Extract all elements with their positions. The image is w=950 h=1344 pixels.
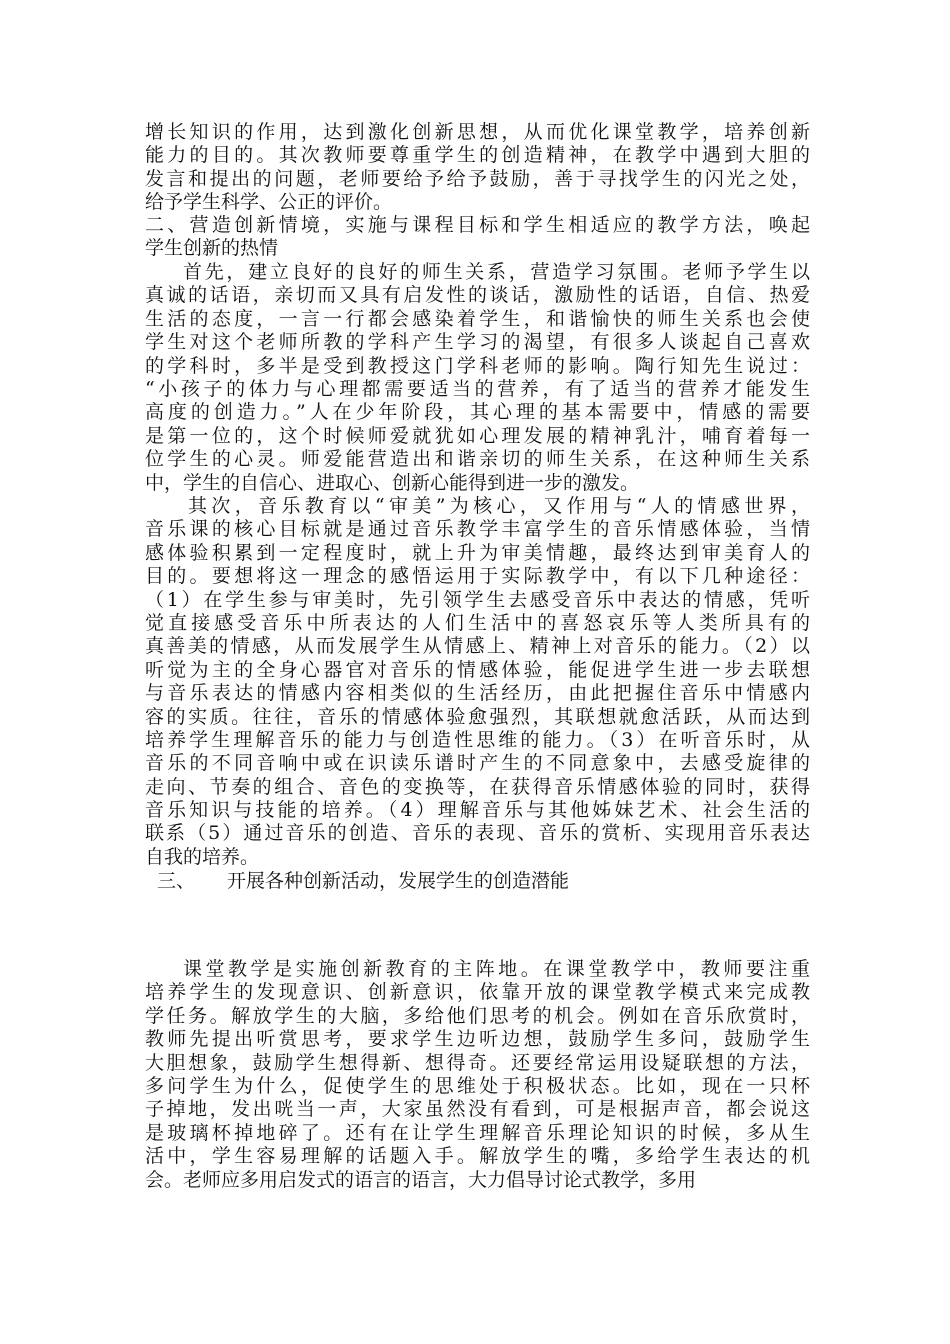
text-line: 课堂教学是实施创新教育的主阵地。在课堂教学中，教师要注重: [183, 958, 810, 980]
text-line: 的学科时，多半是受到教授这门学科老师的影响。陶行知先生说过：: [145, 354, 810, 377]
text-line: 联系（5）通过音乐的创造、音乐的表现、音乐的赏析、实现用音乐表达: [145, 822, 810, 845]
text-line: “小孩子的体力与心理都需要适当的营养，有了适当的营养才能发生: [145, 377, 810, 400]
text-line: 自我的培养。: [145, 845, 260, 868]
text-line: 大胆想象，鼓励学生想得新、想得奇。还要经常运用设疑联想的方法，: [145, 1051, 810, 1074]
text-line: 听觉为主的全身心器官对音乐的情感体验，能促进学生进一步去联想: [145, 658, 810, 681]
text-line: 首先，建立良好的良好的师生关系，营造学习氛围。老师予学生以: [183, 261, 810, 283]
text-line: 生活的态度，一言一行都会感染着学生，和谐愉快的师生关系也会使: [145, 307, 810, 330]
text-line: （1）在学生参与审美时，先引领学生去感受音乐中表达的情感，凭听: [145, 588, 810, 611]
text-line: 活中，学生容易理解的话题入手。解放学生的嘴，多给学生表达的机: [145, 1145, 810, 1168]
text-line: 会。老师应多用启发式的语言的语言，大力倡导讨论式教学，多用: [145, 1168, 697, 1191]
heading-line: 学生创新的热情: [145, 237, 279, 260]
text-line: 培养学生理解音乐的能力与创造性思维的能力。（3）在听音乐时，从: [145, 728, 810, 751]
text-line: 目的。要想将这一理念的感悟运用于实际教学中，有以下几种途径：: [145, 565, 810, 588]
text-line: 是玻璃杯掉地碎了。还有在让学生理解音乐理论知识的时候，多从生: [145, 1121, 810, 1144]
intro-paragraph: [145, 121, 810, 215]
text-line: 音乐知识与技能的培养。（4）理解音乐与其他姊妹艺术、社会生活的: [145, 799, 810, 822]
text-line: 觉直接感受音乐中所表达的人们生活中的喜怒哀乐等人类所具有的: [145, 611, 810, 634]
text-line: 学生对这个老师所教的学科产生学习的渴望，有很多人谈起自己喜欢: [145, 331, 810, 354]
paragraph-music-aesthetics: [145, 495, 810, 869]
text-line: 走向、节奏的组合、音色的变换等，在获得音乐情感体验的同时，获得: [145, 775, 810, 798]
text-line: 其次，音乐教育以“审美”为核心，又作用与“人的情感世界，: [188, 495, 810, 517]
section-heading-2: [145, 214, 810, 261]
text-line: 音乐的不同音响中或在识读乐谱时产生的不同意象中，去感受旋律的: [145, 752, 810, 775]
heading-line: [145, 870, 810, 893]
heading-number: 三、: [157, 870, 196, 892]
text-line: 真诚的话语，亲切而又具有启发性的谈话，激励性的话语，自信、热爱: [145, 284, 810, 307]
text-line: 真善美的情感，从而发展学生从情感上、精神上对音乐的能力。（2）以: [145, 635, 810, 658]
heading-title: 开展各种创新活动，发展学生的创造潜能: [227, 870, 570, 892]
text-line: 增长知识的作用，达到激化创新思想，从而优化课堂教学，培养创新: [145, 121, 810, 143]
text-line: 培养学生的发现意识、创新意识，依靠开放的课堂教学模式来完成教: [145, 981, 810, 1004]
text-line: 多问学生为什么，促使学生的思维处于积极状态。比如，现在一只杯: [145, 1074, 810, 1097]
text-line: 位学生的心灵。师爱能营造出和谐亲切的师生关系，在这种师生关系: [145, 448, 810, 471]
heading-line: 二、营造创新情境，实施与课程目标和学生相适应的教学方法，唤起: [145, 214, 810, 236]
text-line: 容的实质。往往，音乐的情感体验愈强烈，其联想就愈活跃，从而达到: [145, 705, 810, 728]
text-line: 感体验积累到一定程度时，就上升为审美情趣，最终达到审美育人的: [145, 541, 810, 564]
paragraph-teacher-student-relationship: [145, 261, 810, 495]
text-line: 给予学生科学、公正的评价。: [145, 191, 393, 214]
section-heading-3: [145, 870, 810, 893]
text-line: 音乐课的核心目标就是通过音乐教学丰富学生的音乐情感体验，当情: [145, 518, 810, 541]
text-line: 教师先提出听赏思考，要求学生边听边想，鼓励学生多问，鼓励学生: [145, 1028, 810, 1051]
text-line: 发言和提出的问题，老师要给予给予鼓励，善于寻找学生的闪光之处，: [145, 167, 810, 190]
text-line: 子掉地，发出咣当一声，大家虽然没有看到，可是根据声音，都会说这: [145, 1098, 810, 1121]
text-line: 是第一位的，这个时候师爱就犹如心理发展的精神乳汁，哺育着每一: [145, 424, 810, 447]
paragraph-classroom-teaching: [145, 958, 810, 1192]
text-line: 学任务。解放学生的大脑，多给他们思考的机会。例如在音乐欣赏时，: [145, 1004, 810, 1027]
text-line: 能力的目的。其次教师要尊重学生的创造精神，在教学中遇到大胆的: [145, 144, 810, 167]
text-line: 中，学生的自信心、进取心、创新心能得到进一步的激发。: [145, 471, 640, 494]
text-line: 与音乐表达的情感内容相类似的生活经历，由此把握住音乐中情感内: [145, 682, 810, 705]
text-line: 高度的创造力。”人在少年阶段，其心理的基本需要中，情感的需要: [145, 401, 810, 424]
